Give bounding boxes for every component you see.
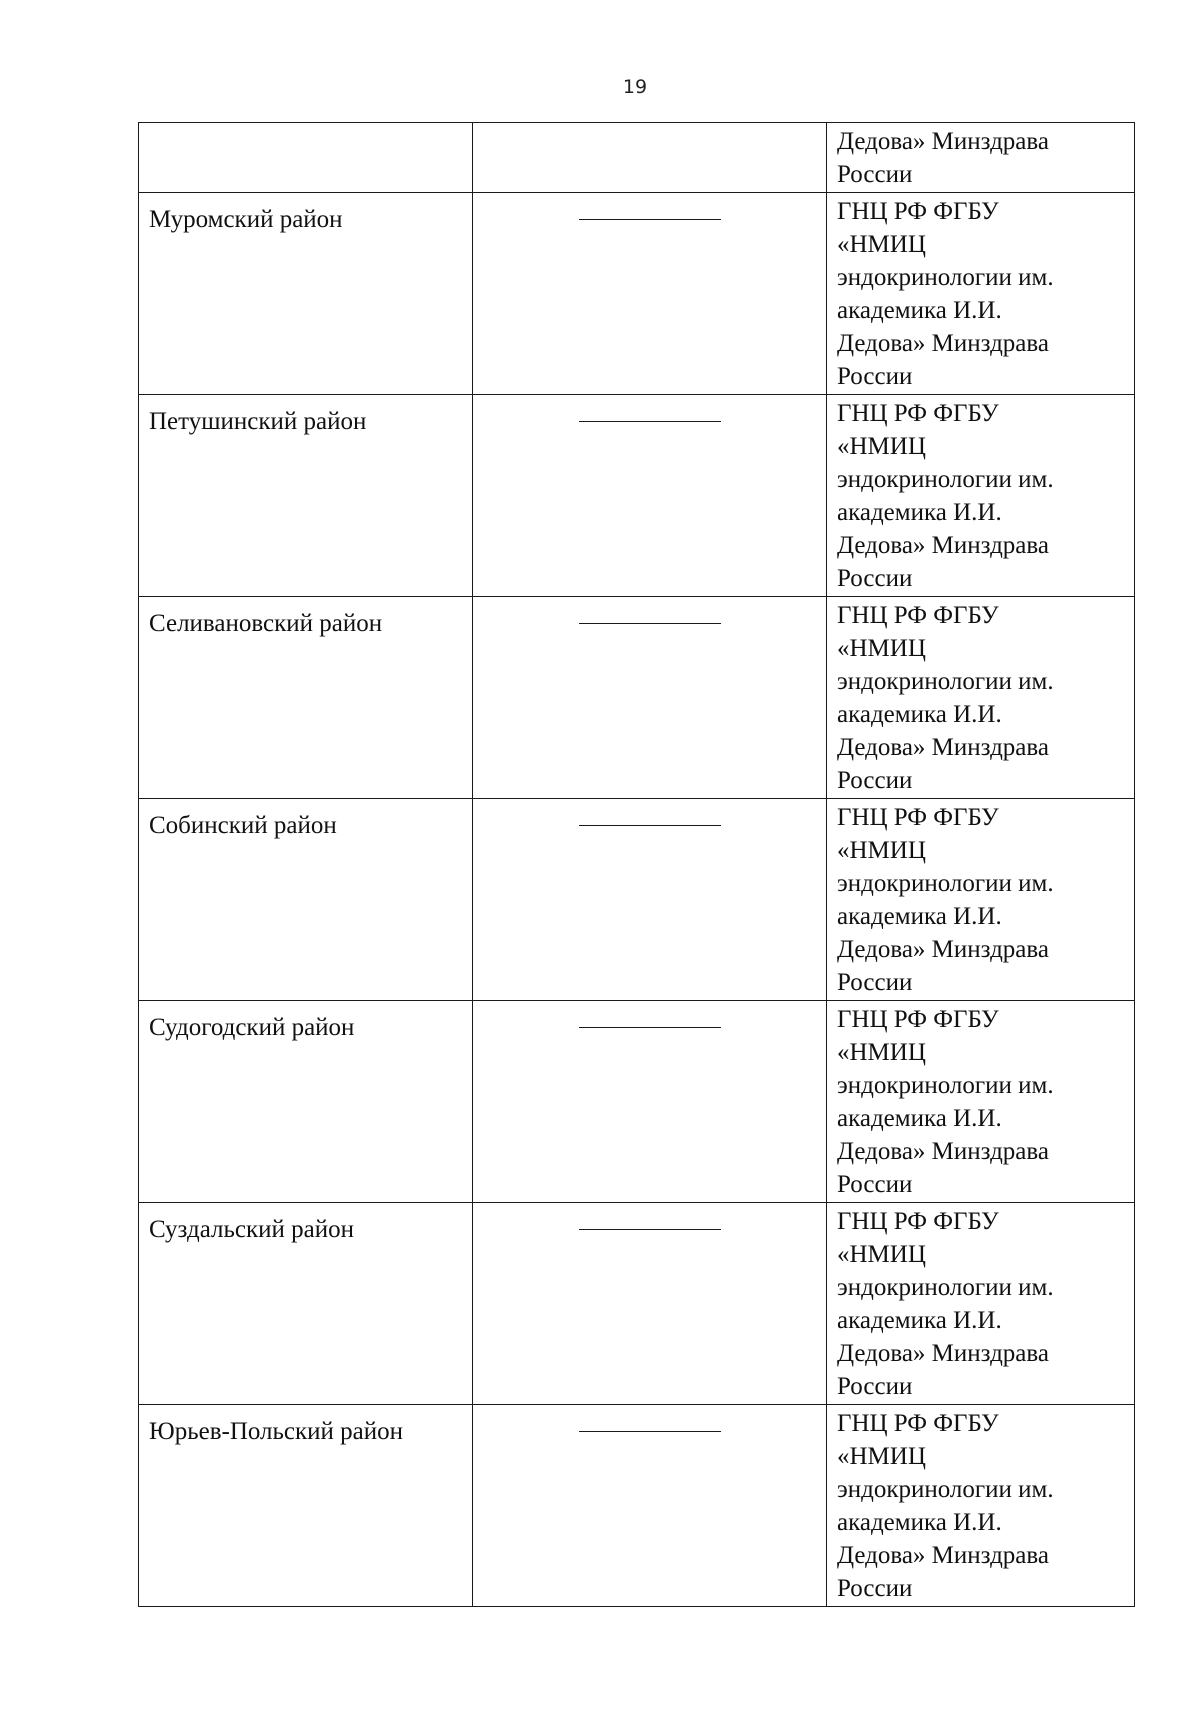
district-cell bbox=[139, 1203, 473, 1405]
organization-cell bbox=[827, 193, 1135, 395]
organization-text: ГНЦ РФ ФГБУ «НМИЦ эндокринологии им. академика И.И. Дедова» Минздрава России bbox=[837, 1006, 1054, 1198]
dash-mark bbox=[579, 219, 721, 220]
district-cell bbox=[139, 193, 473, 395]
dash-mark bbox=[579, 1431, 721, 1432]
district-cell bbox=[139, 123, 473, 193]
middle-cell bbox=[473, 193, 827, 395]
dash-mark bbox=[579, 421, 721, 422]
organization-cell bbox=[827, 123, 1135, 193]
district-name: Суздальский район bbox=[149, 1216, 354, 1243]
middle-cell bbox=[473, 123, 827, 193]
table-row-continuation bbox=[139, 123, 1135, 193]
table-row bbox=[139, 597, 1135, 799]
table-row bbox=[139, 799, 1135, 1001]
table-row bbox=[139, 193, 1135, 395]
district-table bbox=[138, 122, 1135, 1607]
dash-mark bbox=[579, 1229, 721, 1230]
organization-text: Дедова» Минздрава России bbox=[837, 128, 1049, 188]
district-name bbox=[139, 123, 472, 133]
organization-text: ГНЦ РФ ФГБУ «НМИЦ эндокринологии им. академика И.И. Дедова» Минздрава России bbox=[837, 804, 1054, 996]
middle-cell bbox=[473, 1001, 827, 1203]
table-row bbox=[139, 395, 1135, 597]
district-cell bbox=[139, 1001, 473, 1203]
organization-text: ГНЦ РФ ФГБУ «НМИЦ эндокринологии им. академика И.И. Дедова» Минздрава России bbox=[837, 602, 1054, 794]
district-name: Муромский район bbox=[149, 206, 343, 233]
organization-cell bbox=[827, 395, 1135, 597]
table-row bbox=[139, 1405, 1135, 1607]
page-number: 19 bbox=[622, 76, 648, 98]
organization-text: ГНЦ РФ ФГБУ «НМИЦ эндокринологии им. академика И.И. Дедова» Минздрава России bbox=[837, 1208, 1054, 1400]
organization-text: ГНЦ РФ ФГБУ «НМИЦ эндокринологии им. академика И.И. Дедова» Минздрава России bbox=[837, 198, 1054, 390]
middle-cell bbox=[473, 1203, 827, 1405]
dash-mark bbox=[579, 623, 721, 624]
organization-text: ГНЦ РФ ФГБУ «НМИЦ эндокринологии им. академика И.И. Дедова» Минздрава России bbox=[837, 1410, 1054, 1602]
organization-cell bbox=[827, 799, 1135, 1001]
table-row bbox=[139, 1203, 1135, 1405]
dash-mark bbox=[579, 825, 721, 826]
district-name: Собинский район bbox=[149, 812, 337, 839]
table-row bbox=[139, 1001, 1135, 1203]
middle-cell bbox=[473, 395, 827, 597]
organization-cell bbox=[827, 1203, 1135, 1405]
district-cell bbox=[139, 1405, 473, 1607]
district-cell bbox=[139, 395, 473, 597]
dash-mark bbox=[579, 1027, 721, 1028]
organization-cell bbox=[827, 1001, 1135, 1203]
district-cell bbox=[139, 597, 473, 799]
middle-cell bbox=[473, 597, 827, 799]
district-cell bbox=[139, 799, 473, 1001]
district-name: Судогодский район bbox=[149, 1014, 355, 1041]
district-name: Юрьев-Польский район bbox=[149, 1418, 404, 1445]
district-name: Селивановский район bbox=[149, 610, 383, 637]
organization-cell bbox=[827, 1405, 1135, 1607]
district-name: Петушинский район bbox=[149, 408, 367, 435]
organization-cell bbox=[827, 597, 1135, 799]
middle-cell bbox=[473, 799, 827, 1001]
middle-cell bbox=[473, 1405, 827, 1607]
organization-text: ГНЦ РФ ФГБУ «НМИЦ эндокринологии им. академика И.И. Дедова» Минздрава России bbox=[837, 400, 1054, 592]
